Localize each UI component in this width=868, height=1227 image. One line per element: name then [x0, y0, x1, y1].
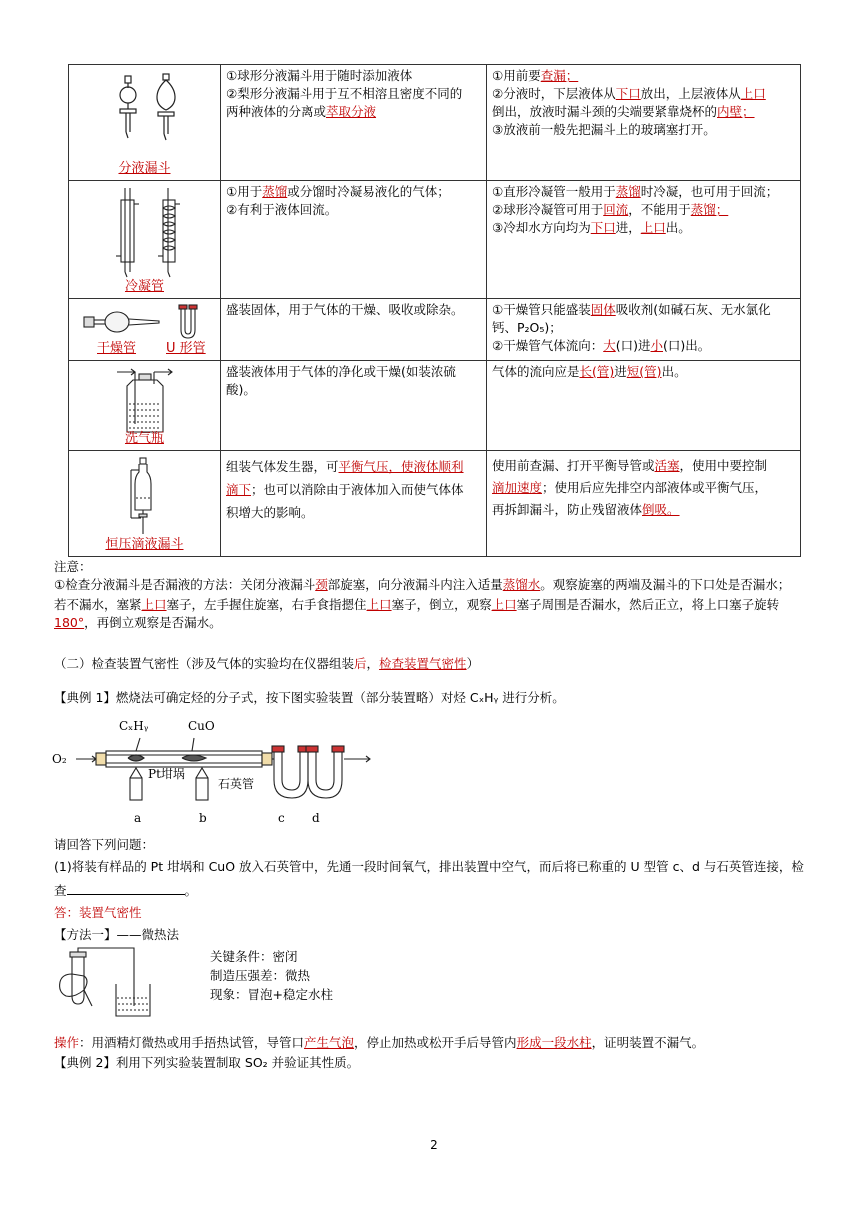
table-row: [69, 299, 801, 361]
separatory-funnel-drawing: [69, 68, 220, 158]
u-tube-caption: U 形管: [166, 341, 206, 356]
table-row: [69, 181, 801, 299]
drying-tube-caption: 干燥管: [97, 341, 137, 356]
phenomenon: 现象：冒泡+稳定水柱: [210, 987, 333, 1002]
text-line: ②分液时，下层液体从下口放出，上层液体从上口: [492, 86, 766, 101]
text-line: 盛装液体用于气体的净化或干燥(如装浓硫: [226, 364, 456, 379]
funnel-usage-cell: [221, 65, 487, 181]
note-title: 注意：: [54, 559, 92, 574]
condenser-drawing: [69, 184, 220, 280]
text-line: 气体的流向应是长(管)进短(管)出。: [492, 364, 687, 379]
condenser-figure-cell: [69, 181, 221, 299]
label-quartz-tube: 石英管: [218, 777, 255, 791]
text-line: 滴下；也可以消除由于液体加入而使气体体: [226, 482, 464, 497]
label-cuo: CuO: [188, 719, 215, 733]
section-heading: （二）检查装置气密性（涉及气体的实验均在仪器组装后，检查装置气密性）: [54, 656, 480, 671]
label-o2: O₂: [52, 752, 67, 766]
wash-bottle-caption: 洗气瓶: [124, 431, 164, 446]
funnel-notes-cell: [487, 65, 801, 181]
table-row: [69, 451, 801, 557]
table-row: [69, 65, 801, 181]
pressure-difference: 制造压强差：微热: [210, 968, 311, 983]
label-b: b: [199, 811, 207, 825]
wash-bottle-notes-cell: [487, 361, 801, 451]
text-line: 积增大的影响。: [226, 505, 314, 520]
label-d: d: [312, 811, 320, 825]
question-1-line-1: (1)将装有样品的 Pt 坩埚和 CuO 放入石英管中，先通一段时间氧气，排出装置中空气，而后将已称重的 U 型管 c、d 与石英管连接，检: [54, 859, 804, 874]
text-line: ②球形冷凝管可用于回流，不能用于蒸馏；: [492, 202, 729, 217]
text-line: ③冷却水方向均为下口进，上口出。: [492, 220, 691, 235]
text-line: 滴加速度；使用后应先排空内部液体或平衡气压，: [492, 480, 768, 495]
drying-tube-usage-cell: [221, 299, 487, 361]
condenser-notes-cell: [487, 181, 801, 299]
funnel-figure-cell: [69, 65, 221, 181]
equipment-table: [68, 64, 801, 557]
wash-bottle-figure-cell: [69, 361, 221, 451]
label-c: c: [278, 811, 285, 825]
micro-heat-figure: [54, 946, 154, 1022]
text-line: 组装气体发生器，可平衡气压，使液体顺利: [226, 459, 464, 474]
dropping-funnel-usage-cell: [221, 451, 487, 557]
drying-tube-drawing: [69, 302, 220, 344]
operation-line: 操作：用酒精灯微热或用手捂热试管，导管口产生气泡，停止加热或松开手后导管内形成一段水柱，证明装置不漏气。: [54, 1035, 705, 1050]
condenser-usage-cell: [221, 181, 487, 299]
text-line: ②有利于液体回流。: [226, 202, 338, 217]
text-line: ①干燥管只能盛装固体吸收剂(如碱石灰、无水氯化: [492, 302, 771, 317]
text-line: ①用前要查漏；: [492, 68, 579, 83]
table-row: [69, 361, 801, 451]
note-line-1: ①检查分液漏斗是否漏液的方法：关闭分液漏斗颈部旋塞，向分液漏斗内注入适量蒸馏水。观察旋塞的两端及漏斗的下口处是否漏水；: [54, 577, 791, 592]
text-line: 钙、P₂O₅)；: [492, 320, 562, 335]
condenser-caption: 冷凝管: [124, 279, 164, 294]
funnel-caption: 分液漏斗: [118, 161, 171, 176]
dropping-funnel-caption: 恒压滴液漏斗: [105, 537, 184, 552]
dropping-funnel-notes-cell: [487, 451, 801, 557]
method-1-title: 【方法一】——微热法: [54, 927, 180, 942]
note-line-2: 若不漏水，塞紧上口塞子，左手握住旋塞，右手食指摁住上口塞子，倒立，观察上口塞子周围是否漏水，然后正立，将上口塞子旋转: [54, 597, 780, 612]
text-line: 再拆卸漏斗，防止残留液体倒吸。: [492, 502, 680, 517]
example-2-title: 【典例 2】利用下列实验装置制取 SO₂ 并验证其性质。: [54, 1055, 360, 1070]
drying-tube-figure-cell: [69, 299, 221, 361]
label-cxhy: CₓHᵧ: [119, 719, 149, 733]
wash-bottle-usage-cell: [221, 361, 487, 451]
text-line: ②梨形分液漏斗用于互不相溶且密度不同的: [226, 86, 463, 101]
wash-bottle-drawing: [69, 364, 220, 434]
label-pt-crucible: Pt坩埚: [148, 767, 185, 781]
note-line-3: 180°，再倒立观察是否漏水。: [54, 615, 222, 630]
combustion-apparatus-figure: [52, 718, 392, 828]
dropping-funnel-drawing: [69, 454, 220, 538]
text-line: 两种液体的分离或萃取分液: [226, 104, 377, 119]
question-intro: 请回答下列问题：: [54, 837, 155, 852]
label-a: a: [134, 811, 142, 825]
text-line: 酸)。: [226, 382, 256, 397]
drying-tube-notes-cell: [487, 299, 801, 361]
answer: 答：装置气密性: [54, 905, 142, 920]
key-condition: 关键条件：密闭: [210, 949, 298, 964]
answer-blank[interactable]: [67, 880, 185, 895]
text-line: 使用前查漏、打开平衡导管或活塞，使用中要控制: [492, 458, 768, 473]
text-line: ①直形冷凝管一般用于蒸馏时冷凝，也可用于回流；: [492, 184, 779, 199]
method-1-key-points: [210, 947, 333, 1004]
dropping-funnel-figure-cell: [69, 451, 221, 557]
text-line: ③放液前一般先把漏斗上的玻璃塞打开。: [492, 122, 716, 137]
text-line: ①用于蒸馏或分馏时冷凝易液化的气体；: [226, 184, 450, 199]
text-line: ①球形分液漏斗用于随时添加液体: [226, 68, 413, 83]
text-line: ②干燥管气体流向：大(口)进小(口)出。: [492, 338, 711, 353]
page-number: 2: [430, 1138, 438, 1152]
text-line: 倒出，放液时漏斗颈的尖端要紧靠烧杯的内壁；: [492, 104, 755, 119]
question-1-line-2: 查 。: [54, 880, 197, 901]
example-1-title: 【典例 1】燃烧法可确定烃的分子式，按下图实验装置（部分装置略）对烃 CₓHᵧ 进行分析。: [54, 690, 565, 705]
text-line: 盛装固体，用于气体的干燥、吸收或除杂。: [226, 302, 464, 317]
